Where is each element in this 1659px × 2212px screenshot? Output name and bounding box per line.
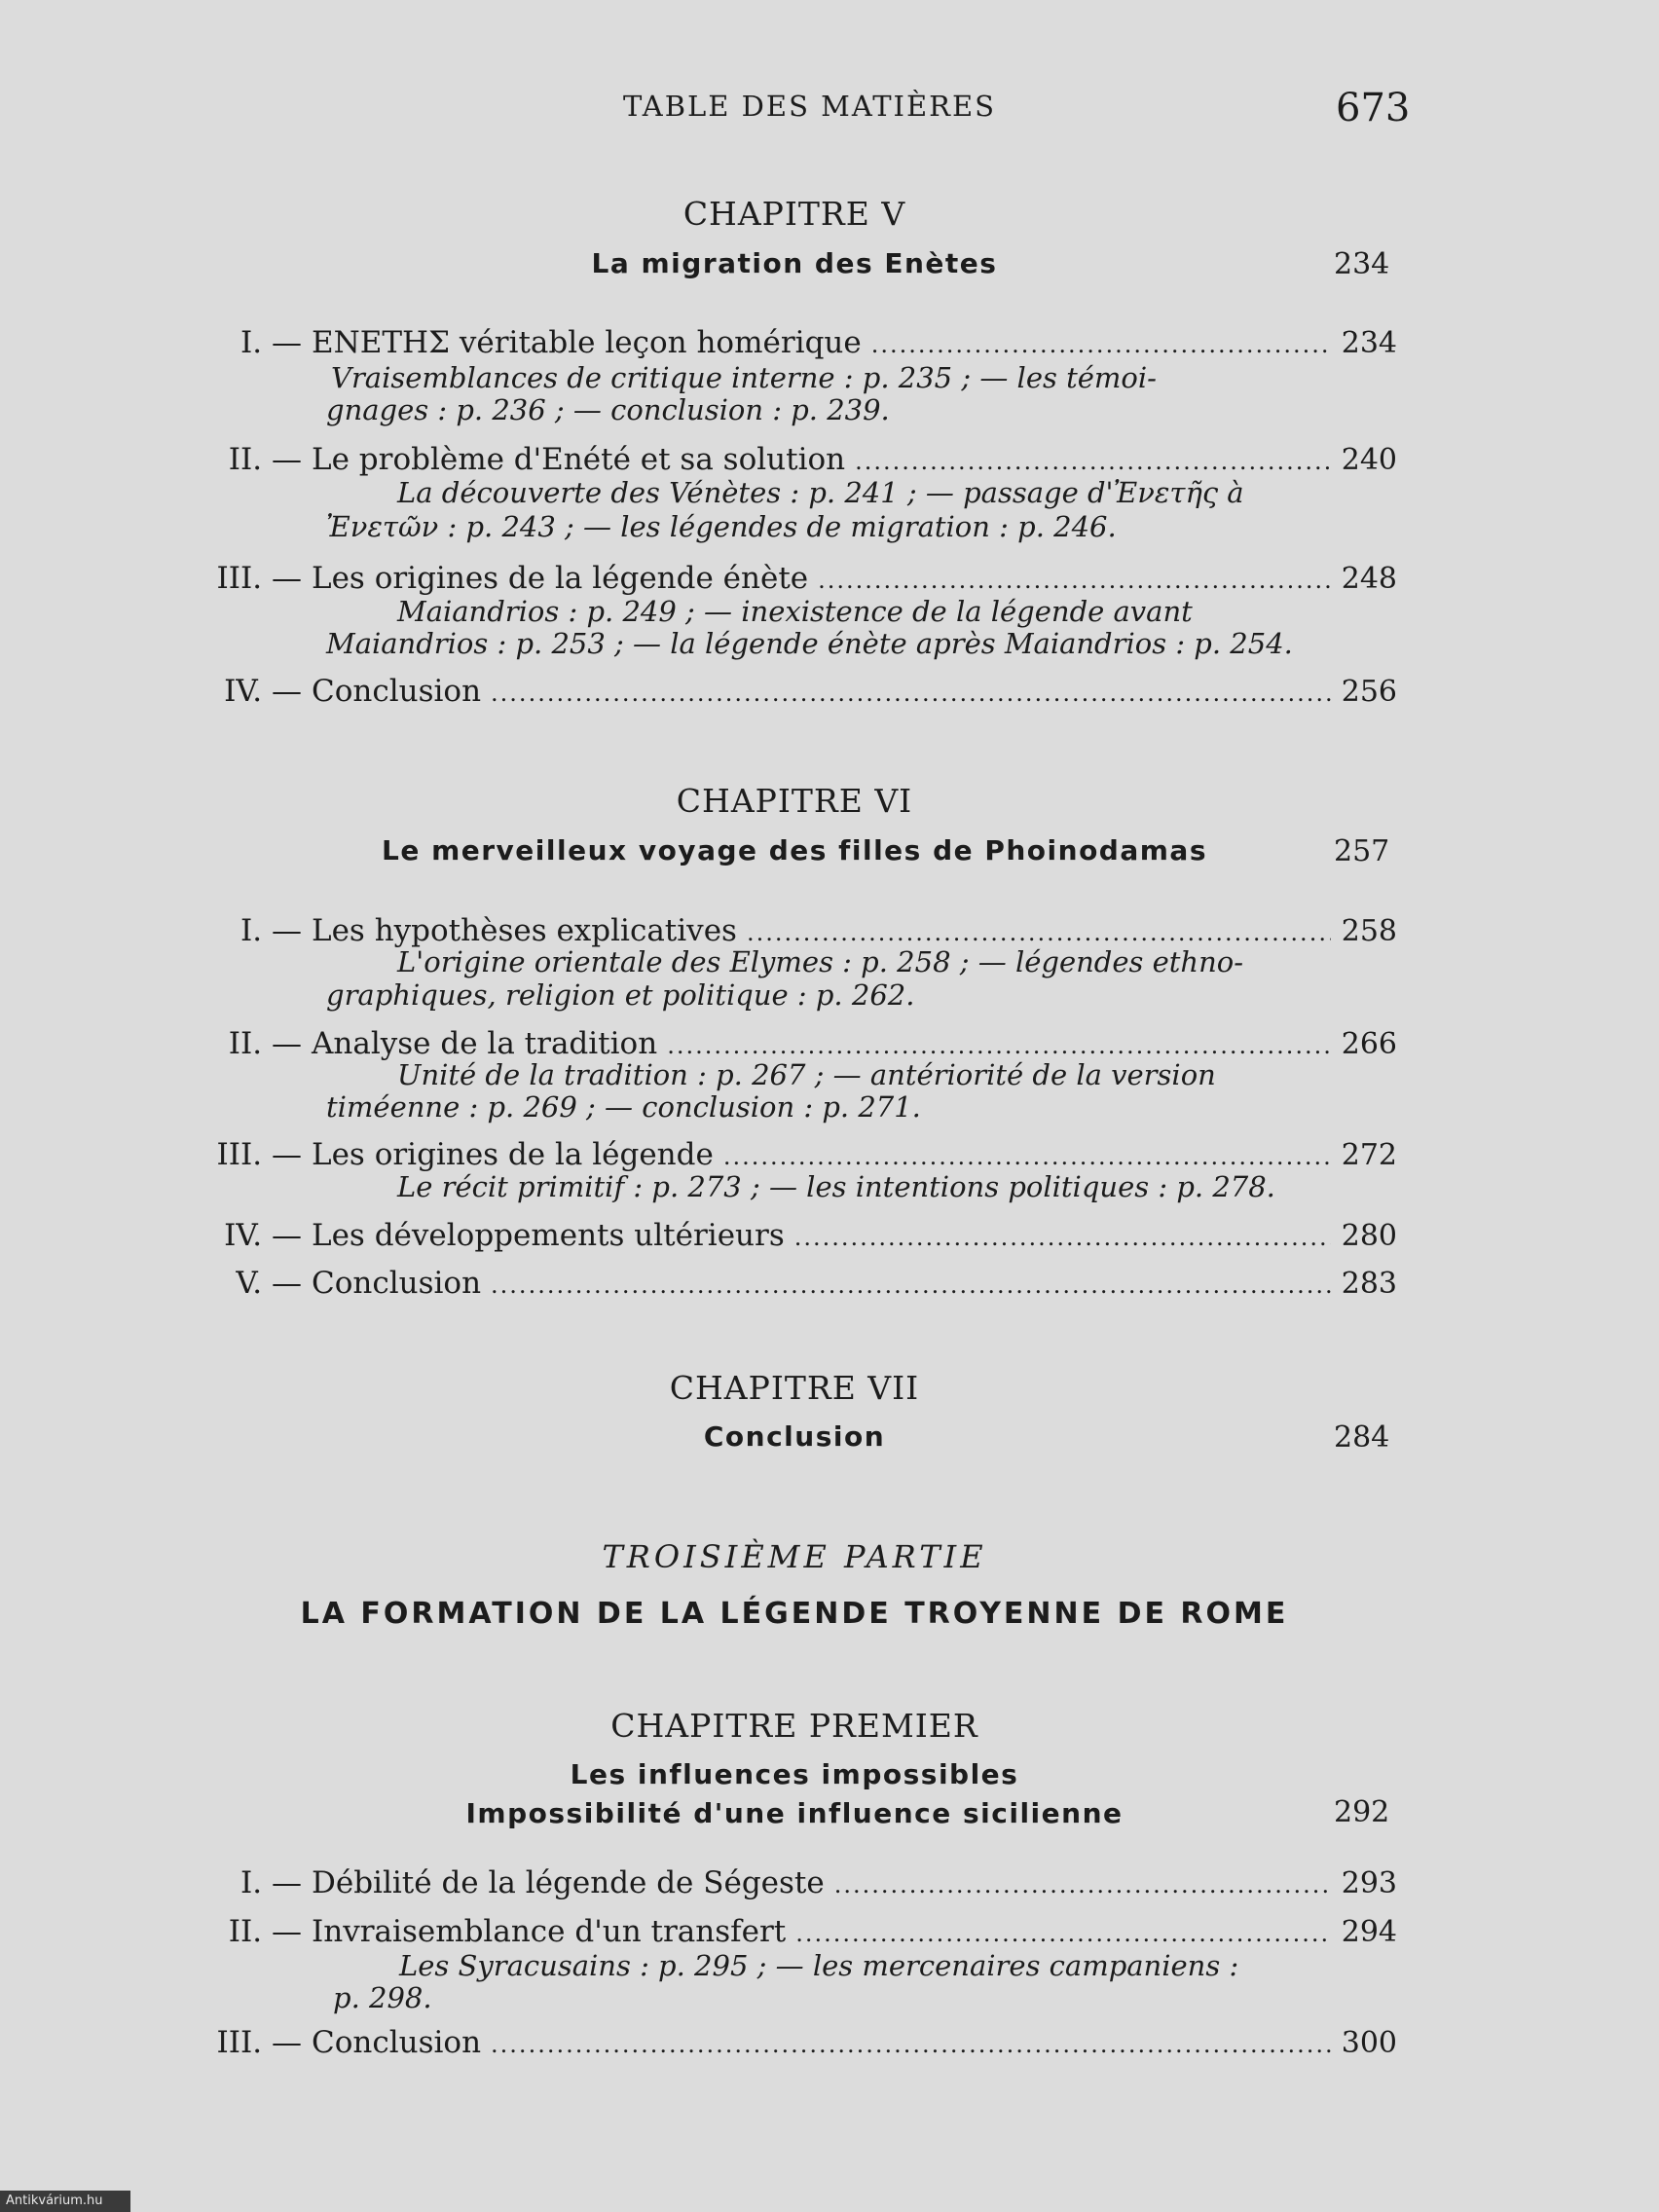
- entry-number: II. —: [228, 1026, 302, 1061]
- leader-dots: [491, 680, 1331, 707]
- entry-page: 294: [1341, 1915, 1397, 1949]
- leader-dots: [667, 1032, 1331, 1059]
- entry-summary: Les Syracusains : p. 295 ; — les mercenaires campaniens :: [399, 1949, 1239, 1982]
- toc-entry: [166, 561, 1397, 600]
- leader-dots: [794, 1224, 1331, 1251]
- leader-dots: [834, 1871, 1331, 1899]
- entry-title: Conclusion: [312, 674, 482, 709]
- leader-dots: [747, 919, 1331, 946]
- entry-title: ΕΝΕΤΗΣ véritable leçon homérique: [312, 325, 862, 360]
- entry-number: I. —: [240, 325, 302, 360]
- entry-title: Conclusion: [312, 1266, 482, 1301]
- chapter-1-page: 292: [1334, 1795, 1390, 1829]
- entry-summary: L'origine orientale des Elymes : p. 258 ; — légendes ethno-: [397, 945, 1244, 978]
- chapter-1-title: Les influences impossibles: [570, 1758, 1019, 1790]
- leader-dots: [871, 331, 1331, 358]
- entry-title: Les hypothèses explicatives: [312, 913, 737, 948]
- chapter-7-page: 284: [1334, 1420, 1390, 1455]
- entry-page: 266: [1341, 1027, 1397, 1061]
- running-title: TABLE DES MATIÈRES: [623, 90, 997, 123]
- chapter-1-label: CHAPITRE PREMIER: [610, 1707, 978, 1745]
- entry-title: Analyse de la tradition: [312, 1026, 658, 1061]
- entry-page: 300: [1341, 2026, 1397, 2060]
- chapter-1-subtitle: Impossibilité d'une influence sicilienne: [465, 1797, 1124, 1829]
- entry-summary-cont: graphiques, religion et politique : p. 262.: [326, 978, 915, 1012]
- entry-title: Débilité de la légende de Ségeste: [312, 1865, 825, 1900]
- leader-dots: [723, 1143, 1331, 1170]
- chapter-5-title: La migration des Enètes: [591, 247, 998, 279]
- page-number: 673: [1336, 86, 1411, 130]
- leader-dots: [795, 1920, 1331, 1947]
- toc-entry: [166, 2025, 1397, 2064]
- entry-title: Conclusion: [312, 2025, 482, 2060]
- toc-entry: [166, 1914, 1397, 1953]
- entry-number: II. —: [228, 1914, 302, 1949]
- entry-page: 280: [1341, 1219, 1397, 1253]
- entry-number: II. —: [228, 442, 302, 477]
- entry-title: Invraisemblance d'un transfert: [312, 1914, 787, 1949]
- entry-page: 240: [1341, 443, 1397, 477]
- entry-page: 272: [1341, 1138, 1397, 1172]
- toc-entry: [166, 1218, 1397, 1257]
- leader-dots: [491, 2031, 1331, 2058]
- entry-title: Les origines de la légende: [312, 1137, 714, 1172]
- entry-number: I. —: [240, 913, 302, 948]
- leader-dots: [855, 448, 1331, 475]
- part-label: TROISIÈME PARTIE: [602, 1538, 987, 1575]
- entry-title: Le problème d'Enété et sa solution: [312, 442, 846, 477]
- chapter-7-title: Conclusion: [703, 1420, 886, 1453]
- entry-page: 293: [1341, 1866, 1397, 1900]
- part-title: LA FORMATION DE LA LÉGENDE TROYENNE DE ROME: [300, 1597, 1289, 1631]
- entry-summary-cont: timéenne : p. 269 ; — conclusion : p. 271.: [326, 1090, 921, 1124]
- entry-title: Les origines de la légende énète: [312, 561, 809, 596]
- entry-number: III. —: [216, 561, 302, 596]
- entry-page: 248: [1341, 562, 1397, 596]
- toc-entry: [166, 1865, 1397, 1904]
- chapter-6-page: 257: [1334, 834, 1390, 868]
- entry-page: 256: [1341, 675, 1397, 709]
- leader-dots: [818, 567, 1331, 594]
- toc-entry: [166, 442, 1397, 481]
- entry-summary: Le récit primitif : p. 273 ; — les intentions politiques : p. 278.: [397, 1170, 1275, 1203]
- toc-entry: [166, 325, 1397, 364]
- entry-summary: Maiandrios : p. 249 ; — inexistence de la légende avant: [397, 595, 1193, 628]
- toc-entry: [166, 674, 1397, 713]
- watermark-badge: Antikvárium.hu: [0, 2191, 130, 2212]
- entry-title: Les développements ultérieurs: [312, 1218, 785, 1253]
- chapter-6-title: Le merveilleux voyage des filles de Phoinodamas: [382, 834, 1207, 866]
- chapter-5-page: 234: [1334, 247, 1390, 281]
- entry-summary: Vraisemblances de critique interne : p. 235 ; — les témoi-: [331, 361, 1157, 394]
- entry-number: IV. —: [224, 1218, 302, 1253]
- entry-number: III. —: [216, 2025, 302, 2060]
- toc-entry: [166, 1266, 1397, 1305]
- entry-summary: Unité de la tradition : p. 267 ; — antériorité de la version: [397, 1058, 1216, 1091]
- entry-page: 283: [1341, 1267, 1397, 1301]
- entry-summary-cont: Maiandrios : p. 253 ; — la légende énète après Maiandrios : p. 254.: [326, 627, 1293, 660]
- entry-summary-cont: Ἐνετῶν : p. 243 ; — les légendes de migration : p. 246.: [326, 510, 1117, 543]
- chapter-5-label: CHAPITRE V: [682, 195, 906, 233]
- entry-number: V. —: [236, 1266, 302, 1301]
- entry-number: I. —: [240, 1865, 302, 1900]
- entry-number: IV. —: [224, 674, 302, 709]
- entry-page: 234: [1341, 326, 1397, 360]
- entry-summary-cont: gnages : p. 236 ; — conclusion : p. 239.: [326, 393, 890, 426]
- entry-page: 258: [1341, 914, 1397, 948]
- chapter-7-label: CHAPITRE VII: [669, 1369, 920, 1407]
- entry-number: III. —: [216, 1137, 302, 1172]
- entry-summary-cont: p. 298.: [333, 1981, 432, 2014]
- chapter-6-label: CHAPITRE VI: [676, 782, 913, 820]
- leader-dots: [491, 1272, 1331, 1299]
- entry-summary: La découverte des Vénètes : p. 241 ; — passage d'Ἐνετῆς à: [397, 476, 1244, 509]
